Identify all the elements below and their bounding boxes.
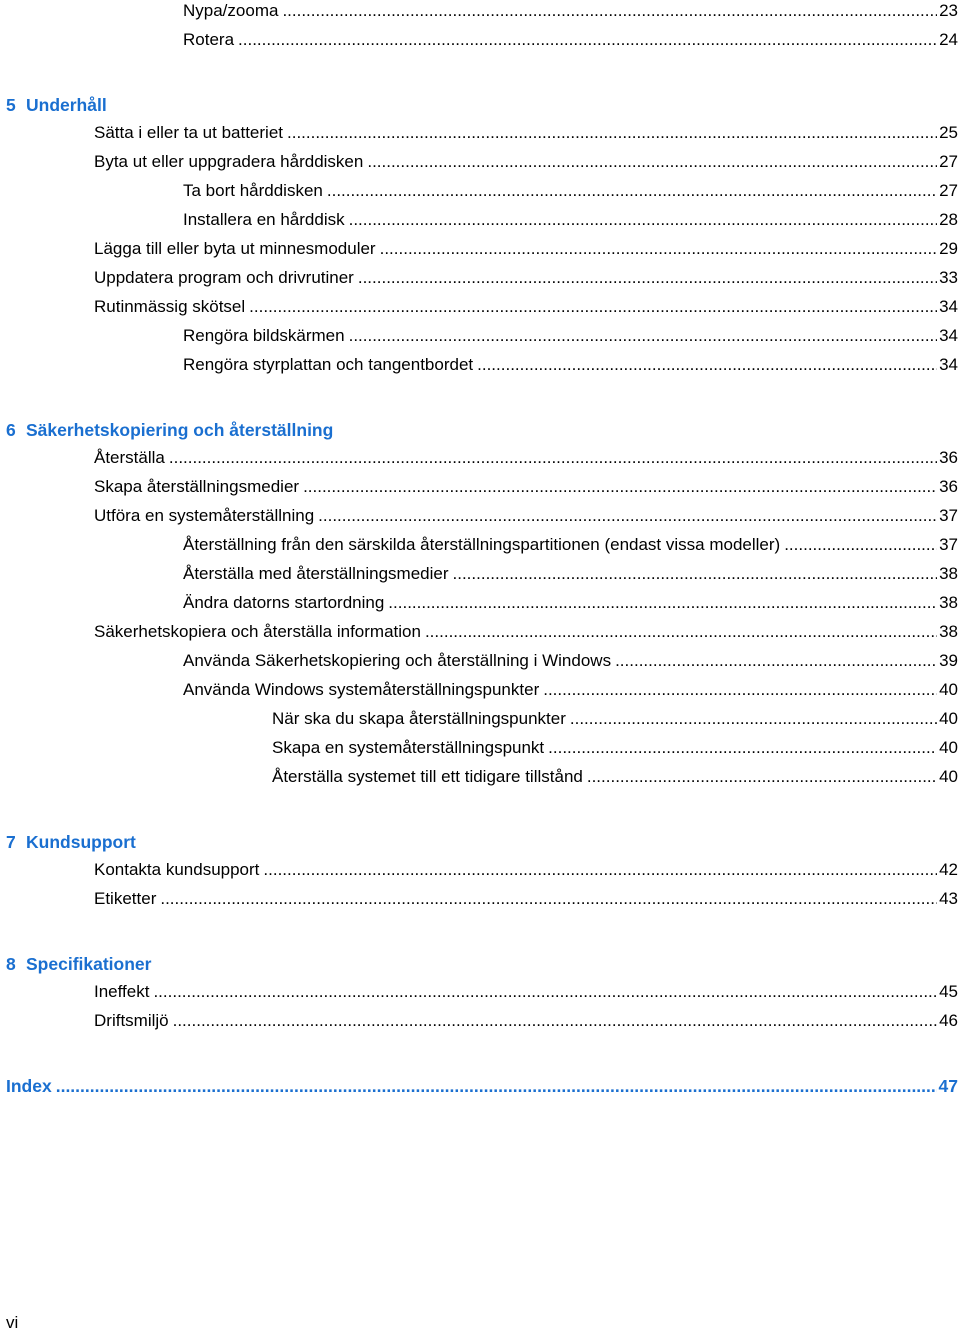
dot-leader	[327, 180, 937, 202]
toc-entry-title: Ineffekt	[94, 982, 150, 1001]
toc-entry-title: Ändra datorns startordning	[183, 593, 385, 612]
toc-entry[interactable]	[94, 888, 958, 910]
dot-leader	[173, 1010, 937, 1032]
toc-page-number: 34	[939, 355, 958, 374]
toc-page-number: 25	[939, 123, 958, 142]
toc-entry[interactable]	[183, 180, 958, 202]
toc-entry-title: Installera en hårddisk	[183, 210, 345, 229]
toc-entry[interactable]	[94, 296, 958, 318]
dot-leader	[160, 888, 937, 910]
toc-page-number: 40	[939, 767, 958, 786]
toc-entry[interactable]	[94, 267, 958, 289]
dot-leader	[263, 859, 937, 881]
toc-entry-title: Återställa systemet till ett tidigare tillstånd	[272, 767, 583, 786]
toc-page-number: 36	[939, 477, 958, 496]
toc-entry[interactable]	[94, 151, 958, 173]
toc-entry-title: Utföra en systemåterställning	[94, 506, 315, 525]
toc-entry[interactable]	[272, 766, 958, 788]
chapter-heading[interactable]	[6, 93, 107, 117]
dot-leader	[169, 447, 937, 469]
dot-leader	[153, 981, 937, 1003]
toc-page-number: 45	[939, 982, 958, 1001]
toc-page-number: 40	[939, 709, 958, 728]
toc-entry-title: Uppdatera program och drivrutiner	[94, 268, 354, 287]
toc-entry-title: Lägga till eller byta ut minnesmoduler	[94, 239, 376, 258]
chapter-title: Kundsupport	[26, 832, 136, 852]
dot-leader	[349, 209, 937, 231]
dot-leader	[548, 737, 937, 759]
dot-leader	[570, 708, 937, 730]
toc-entry[interactable]	[94, 476, 958, 498]
toc-entry-title: Säkerhetskopiera och återställa information	[94, 622, 421, 641]
toc-page-number: 27	[939, 152, 958, 171]
index-page-number: 47	[938, 1076, 958, 1096]
toc-page-number: 37	[939, 506, 958, 525]
toc-entry[interactable]	[183, 534, 958, 556]
dot-leader	[358, 267, 937, 289]
toc-entry[interactable]	[183, 563, 958, 585]
toc-page-number: 37	[939, 535, 958, 554]
dot-leader	[318, 505, 937, 527]
toc-page-number: 46	[939, 1011, 958, 1030]
chapter-heading[interactable]	[6, 418, 333, 442]
toc-page-number: 40	[939, 680, 958, 699]
toc-entry[interactable]	[94, 238, 958, 260]
chapter-number: 7	[6, 832, 16, 852]
toc-entry-title: Rotera	[183, 30, 235, 49]
toc-entry[interactable]	[183, 650, 958, 672]
chapter-title: Underhåll	[26, 95, 107, 115]
dot-leader	[784, 534, 937, 556]
toc-page-number: 23	[939, 1, 958, 20]
toc-entry-title: Rengöra bildskärmen	[183, 326, 345, 345]
chapter-title: Säkerhetskopiering och återställning	[26, 420, 334, 440]
toc-page-number: 24	[939, 30, 958, 49]
chapter-heading[interactable]	[6, 830, 136, 854]
dot-leader	[543, 679, 937, 701]
toc-entry-title: Sätta i eller ta ut batteriet	[94, 123, 283, 142]
toc-entry-title: Kontakta kundsupport	[94, 860, 260, 879]
toc-entry-title: Använda Säkerhetskopiering och återställning i Windows	[183, 651, 612, 670]
toc-page-number: 40	[939, 738, 958, 757]
dot-leader	[282, 0, 937, 22]
chapter-title: Specifikationer	[26, 954, 152, 974]
dot-leader	[453, 563, 938, 585]
chapter-heading[interactable]	[6, 952, 151, 976]
toc-entry[interactable]	[183, 0, 958, 22]
toc-entry-title: Skapa återställningsmedier	[94, 477, 300, 496]
toc-entry-title: Driftsmiljö	[94, 1011, 169, 1030]
dot-leader	[425, 621, 937, 643]
dot-leader	[587, 766, 937, 788]
toc-entry[interactable]	[94, 122, 958, 144]
toc-entry-title: Använda Windows systemåterställningspunkter	[183, 680, 540, 699]
dot-leader	[615, 650, 937, 672]
toc-page-number: 38	[939, 593, 958, 612]
toc-page-number: 34	[939, 297, 958, 316]
dot-leader	[380, 238, 937, 260]
dot-leader	[388, 592, 937, 614]
toc-entry[interactable]	[183, 325, 958, 347]
chapter-number: 8	[6, 954, 16, 974]
toc-entry[interactable]	[94, 447, 958, 469]
toc-page-number: 38	[939, 622, 958, 641]
toc-page-number: 39	[939, 651, 958, 670]
index-entry[interactable]	[6, 1074, 958, 1098]
toc-entry-title: Återställa med återställningsmedier	[183, 564, 449, 583]
toc-page-number: 33	[939, 268, 958, 287]
toc-entry[interactable]	[94, 621, 958, 643]
dot-leader	[477, 354, 937, 376]
toc-entry-title: Nypa/zooma	[183, 1, 279, 20]
dot-leader	[249, 296, 937, 318]
toc-entry[interactable]	[183, 592, 958, 614]
toc-entry-title: Etiketter	[94, 889, 157, 908]
toc-entry[interactable]	[94, 859, 958, 881]
toc-page-number: 38	[939, 564, 958, 583]
toc-page-number: 43	[939, 889, 958, 908]
toc-page-number: 27	[939, 181, 958, 200]
toc-entry[interactable]	[94, 505, 958, 527]
toc-entry[interactable]	[183, 29, 958, 51]
toc-entry-title: Rutinmässig skötsel	[94, 297, 246, 316]
toc-entry-title: När ska du skapa återställningspunkter	[272, 709, 566, 728]
toc-entry-title: Ta bort hårddisken	[183, 181, 323, 200]
toc-page-number: 36	[939, 448, 958, 467]
toc-entry[interactable]	[272, 737, 958, 759]
toc-page-number: 29	[939, 239, 958, 258]
toc-entry[interactable]	[272, 708, 958, 730]
dot-leader	[349, 325, 937, 347]
toc-entry-title: Byta ut eller uppgradera hårddisken	[94, 152, 364, 171]
toc-entry[interactable]	[183, 679, 958, 701]
page-number: vi	[6, 1313, 19, 1332]
toc-entry[interactable]	[183, 209, 958, 231]
toc-entry[interactable]	[94, 981, 958, 1003]
dot-leader	[238, 29, 937, 51]
dot-leader	[56, 1074, 937, 1098]
chapter-number: 5	[6, 95, 16, 115]
toc-page-number: 42	[939, 860, 958, 879]
dot-leader	[303, 476, 937, 498]
toc-entry[interactable]	[183, 354, 958, 376]
toc-entry-title: Återställning från den särskilda återställningspartitionen (endast vissa modeller)	[183, 535, 781, 554]
dot-leader	[287, 122, 937, 144]
toc-entry-title: Skapa en systemåterställningspunkt	[272, 738, 545, 757]
toc-entry[interactable]	[94, 1010, 958, 1032]
toc-page-number: 34	[939, 326, 958, 345]
dot-leader	[367, 151, 937, 173]
toc-entry-title: Återställa	[94, 448, 165, 467]
toc-entry-title: Rengöra styrplattan och tangentbordet	[183, 355, 474, 374]
index-title: Index	[6, 1076, 52, 1096]
toc-page-number: 28	[939, 210, 958, 229]
chapter-number: 6	[6, 420, 16, 440]
